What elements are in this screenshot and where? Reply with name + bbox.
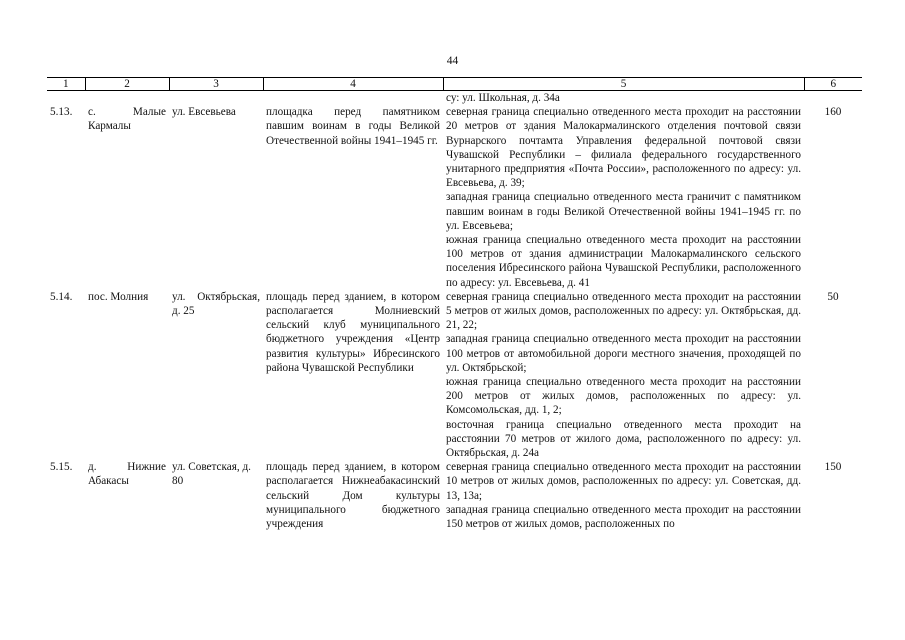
column-header-4: 4	[263, 78, 443, 91]
locality-cell: д. Нижние Абакасы	[88, 461, 166, 488]
table-row	[47, 290, 862, 460]
column-header-6: 6	[804, 78, 862, 91]
column-header-2: 2	[85, 78, 169, 91]
boundary-line: западная граница специально отведенного места проходит на расстоянии 100 метров от автомобильной дороги местного значения, проходящей по ул. Октябрьской;	[446, 333, 801, 374]
boundary-line: южная граница специально отведенного места проходит на расстоянии 100 метров от здания администрации Малокармалинского сельского поселения Ибресинского района Чувашской Республики, расположенного по адресу: ул. Евсевьева, д. 41	[446, 234, 801, 289]
street-cell: ул. Евсевьева	[172, 106, 236, 119]
place-cell: площадь перед зданием, в котором располагается Нижнеабакасинский сельский Дом культуры муниципального бюджетного учреждения	[266, 461, 440, 531]
boundary-cell	[443, 91, 804, 106]
boundary-line: северная граница специально отведенного места проходит на расстоянии 20 метров от здания Малокармалинского отделения почтовой связи Вурнарского почтамта Управления федеральной почтовой связи Чувашской Республики – филиала федерального государственного унитарного предприятия «Почта России», расположенного по адресу: ул. Евсевьева, д. 39;	[446, 106, 801, 190]
boundary-cell	[443, 105, 804, 290]
column-header-1: 1	[47, 78, 85, 91]
boundary-line: су: ул. Школьная, д. 34а	[446, 92, 560, 104]
table-row	[47, 105, 862, 290]
place-cell: площадь перед зданием, в котором располагается Молниевский сельский клуб муниципального бюджетного учреждения «Центр развития культуры» Ибресинского района Чувашской Республики	[266, 290, 440, 374]
place-cell: площадка перед памятником павшим воинам в годы Великой Отечественной войны 1941–1945 гг.	[266, 106, 440, 147]
boundary-line: южная граница специально отведенного места проходит на расстоянии 200 метров от жилых домов, расположенных по адресу: ул. Комсомольская, дд. 1, 2;	[446, 376, 801, 417]
area-cell: 160	[824, 106, 842, 119]
column-header-5: 5	[443, 78, 804, 91]
boundary-line: северная граница специально отведенного места проходит на расстоянии 5 метров от жилых домов, расположенных по адресу: ул. Октябрьская, дд. 21, 22;	[446, 290, 801, 332]
boundary-line: западная граница специально отведенного места проходит на расстоянии 150 метров от жилых домов, расположенных по	[446, 503, 801, 531]
continuation-row	[47, 91, 862, 106]
locality-cell: пос. Молния	[88, 290, 149, 303]
row-number: 5.13.	[50, 106, 73, 119]
area-cell: 150	[824, 461, 842, 474]
street-cell: ул. Советская, д. 80	[172, 461, 251, 488]
places-table	[47, 77, 862, 531]
column-header-row	[47, 78, 862, 91]
page-number: 44	[446, 55, 459, 67]
street-cell: ул. Октябрьская, д. 25	[172, 290, 260, 318]
boundary-line: западная граница специально отведенного места граничит с памятником павшим воинам в годы Великой Отечественной войны 1941–1945 гг. по ул. Евсевьева;	[446, 191, 801, 232]
boundary-line: северная граница специально отведенного места проходит на расстоянии 10 метров от жилых домов, расположенных по адресу: ул. Советская, дд. 13, 13а;	[446, 461, 801, 502]
boundary-cell	[443, 290, 804, 460]
boundary-line: восточная граница специально отведенного места проходит на расстоянии 70 метров от жилого дома, расположенного по адресу: ул. Октябрьская, д. 24а	[446, 418, 801, 460]
area-cell: 50	[827, 290, 839, 303]
row-number: 5.15.	[50, 461, 73, 474]
row-number: 5.14.	[50, 290, 73, 303]
column-header-3: 3	[169, 78, 263, 91]
locality-cell: с. Малые Кармалы	[88, 106, 166, 133]
boundary-cell	[443, 460, 804, 531]
table-row	[47, 460, 862, 531]
